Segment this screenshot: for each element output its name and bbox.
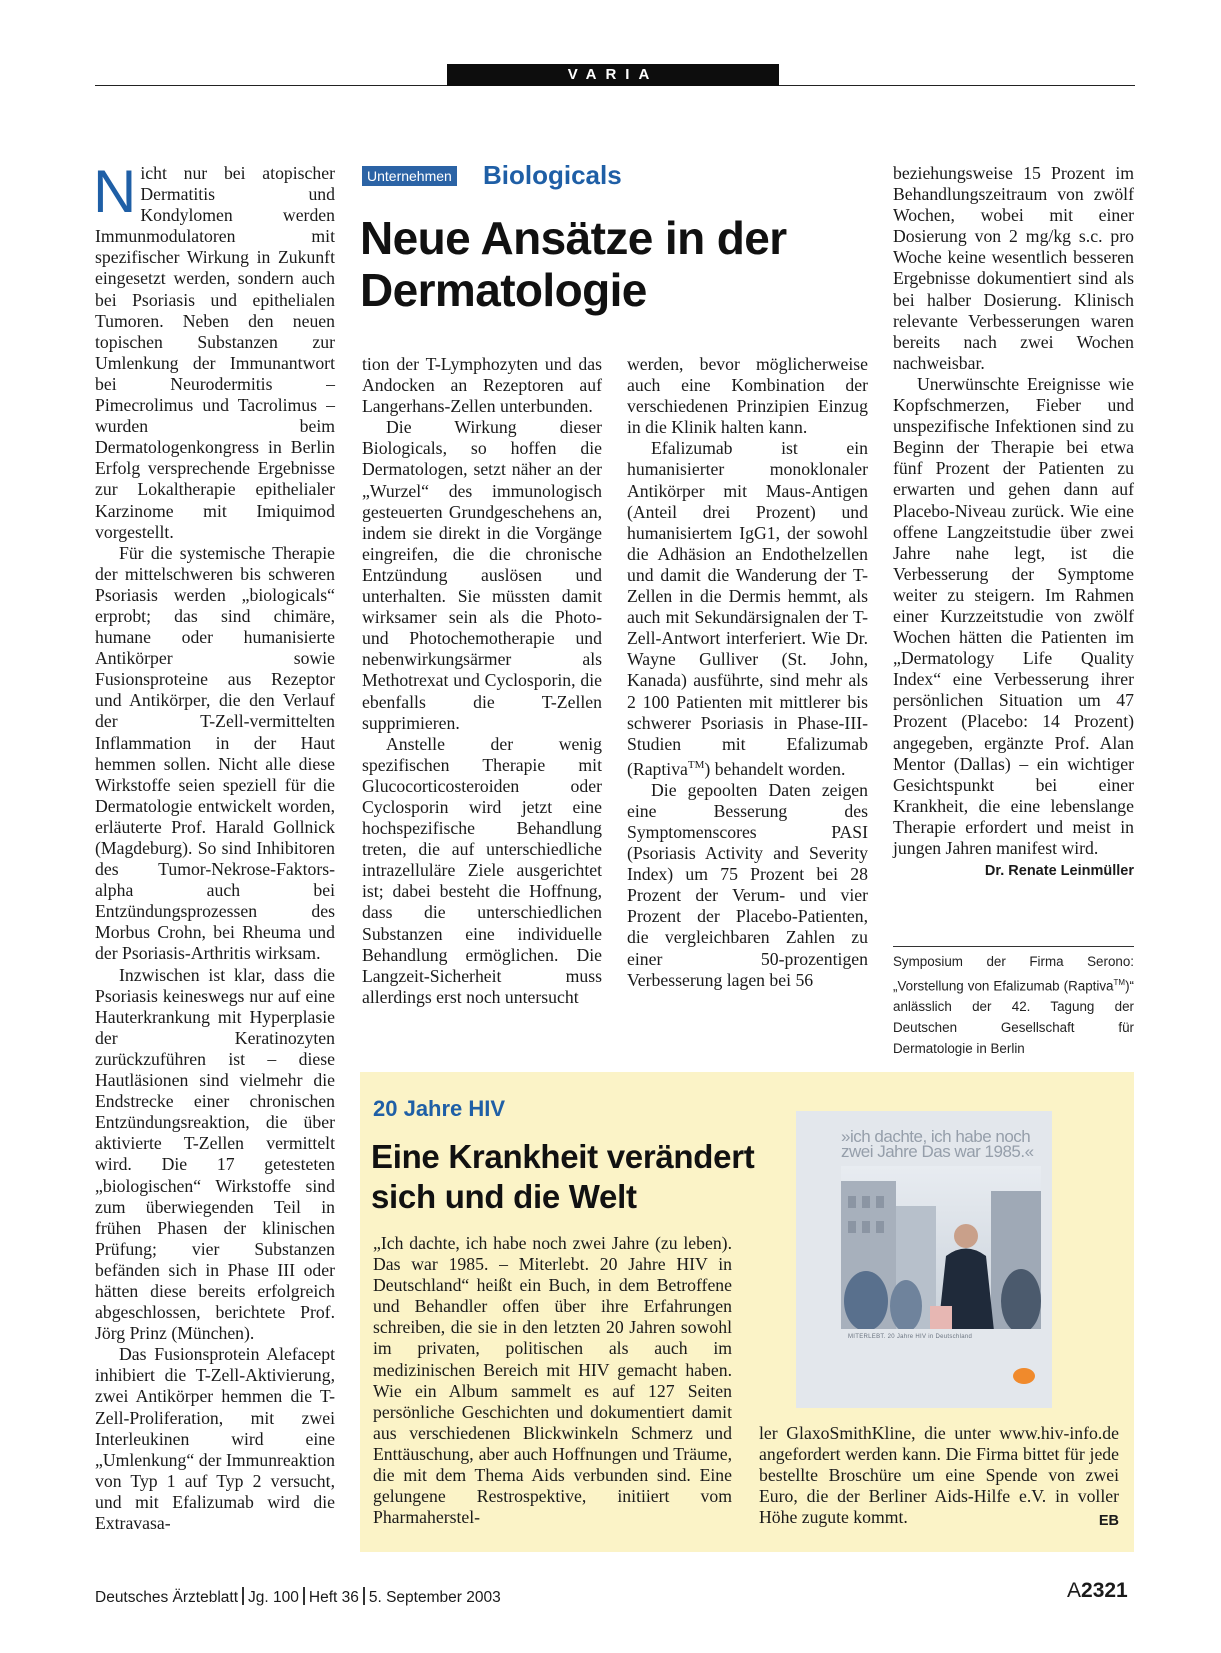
paragraph: „Ich dachte, ich habe noch zwei Jahre (zu leben). Das war 1985. – Miterlebt. 20 Jahre HIV in Deutschland“ heißt ein Buch, in dem Betroffene und Behandler offen über ihre Erfahrungen schreiben, die sie in den letzten 20 Jahren sowohl im privaten, politischen als auch im medizinischen Bereich mit HIV gemacht haben. Wie ein Album sammelt es auf 127 Seiten persönliche Geschichten und dokumentiert damit aus verschiedenen Blickwinkeln Schmerz und Enttäuschung, aber auch Hoffnungen und Träume, die mit dem Thema Aids verbunden sind. Eine gelungene Restrospektive, initiiert vom Pharmaherstel-: [373, 1233, 732, 1528]
paragraph: Das Fusionsprotein Alefacept inhibiert die T-Zell-Aktivierung, zwei Antikörper hemmen die T-Zell-Proliferation, mit zwei Interleukinen wird eine „Umlenkung“ der Immunreaktion von Typ 1 auf Typ 2 versucht, und mit Efalizumab wird die Extravasa-: [95, 1344, 335, 1533]
box-author: EB: [1098, 1513, 1119, 1530]
box-kicker: 20 Jahre HIV: [373, 1096, 506, 1121]
article-column-3: [627, 354, 868, 991]
paragraph-text: ) behandelt worden.: [704, 758, 846, 779]
paragraph: beziehungsweise 15 Prozent im Behandlungszeitraum von zwölf Wochen, wobei mit einer Dosierung von 2 mg/kg s.c. pro Woche keine wesentlich besseren Ergebnisse dokumentiert sind als bei halber Dosierung. Klinisch relevante Verbesserungen waren bereits nach zwei Wochen nachweisbar.: [893, 163, 1134, 373]
book-cover-subtitle: MITERLEBT. 20 Jahre HIV in Deutschland: [848, 1334, 973, 1340]
box-column-1: [373, 1233, 732, 1528]
footer-divider: [303, 1587, 305, 1605]
paragraph: Die Wirkung dieser Biologicals, so hoffen die Dermatologen, setzt näher an der „Wurzel“ des immunologisch gesteuerten Grundgeschehens an, indem sie direkt in die Vorgänge eingreifen, die die chronische Entzündung auslösen und unterhalten. Sie müssten damit wirksamer sein als die Photo- und Photochemotherapie und nebenwirkungsärmer als Methotrexat und Cyclosporin, die ebenfalls die T-Zellen supprimieren.: [362, 417, 602, 733]
paragraph-text: ler GlaxoSmithKline, die unter www.hiv-info.de angefordert werden kann. Die Firma bittet für jede bestellte Broschüre um eine Spende von zwei Euro, die der Berliner Aids-Hilfe e.V. in voller Höhe zugute kommt.: [759, 1423, 1119, 1528]
page-footer: [95, 1587, 501, 1607]
book-cover-title: »ich dachte, ich habe noch zwei Jahre Das war 1985.«: [841, 1127, 1034, 1161]
paragraph: Inzwischen ist klar, dass die Psoriasis keineswegs nur auf eine Hauterkrankung mit Hyperplasie der Keratinozyten zurückzuführen ist – diese Hautläsionen sind vielmehr die Endstrecke einer chronischen Entzündungsreaktion, die über aktivierte T-Zellen vermittelt wird. Die 17 getesteten „biologischen“ Wirkstoffe sind zum überwiegenden Teil in frühen Phasen der klinischen Prüfung; vier Substanzen befänden sich in Phase III oder hätten diese bereits erfolgreich abgeschlossen, berichtete Prof. Jörg Prinz (München).: [95, 964, 335, 1344]
paragraph: Die gepoolten Daten zeigen eine Besserung des Symptomenscores PASI (Psoriasis Activity and Severity Index) um 75 Prozent bei 28 Prozent der Verum- und vier Prozent der Placebo-Patienten, die vergleichbaren Zahlen zu einer 50-prozentigen Verbesserung lagen bei 56: [627, 779, 868, 990]
section-label: VARIA: [447, 64, 779, 86]
article-author: Dr. Renate Leinmüller: [984, 863, 1134, 880]
paragraph-text: icht nur bei atopischer Dermatitis und Kondylomen werden Immunmodulatoren mit spezifischer Wirkung in Zukunft eingesetzt werden, sondern auch bei Psoriasis und epithelialen Tumoren. Neben den neuen topischen Substanzen zur Umlenkung der Immunantwort bei Neurodermitis – Pimecrolimus und Tacrolimus – wurden beim Dermatologenkongress in Berlin Erfolg versprechende Ergebnisse zur Lokaltherapie epithelialer Karzinome mit Imiquimod vorgestellt.: [95, 163, 335, 542]
journal-issue: Heft 36: [308, 1589, 359, 1606]
paragraph-text: Efalizumab ist ein humanisierter monoklonaler Antikörper mit Maus-Antigen (Anteil drei Prozent) und humanisiertem IgG1, der sowohl die Adhäsion an Endothelzellen und damit die Wanderung der T-Zellen in die Dermis hemmt, als auch mit Sekundärsignalen der T-Zell-Antwort interferiert. Wie Dr. Wayne Gulliver (St. John, Kanada) ausführte, sind mehr als 2 100 Patienten mit mittlerer bis schwerer Psoriasis in Phase-III-Studien mit Efalizumab (Raptiva: [627, 438, 868, 779]
paragraph: [93, 158, 335, 543]
source-note-text: Symposium der Firma Serono: „Vorstellung von Efalizumab (Raptiva: [893, 954, 1134, 994]
footer-divider: [363, 1587, 365, 1605]
paragraph: werden, bevor möglicherweise auch eine Kombination der verschiedenen Prinzipien Einzug in die Klinik halten kann.: [627, 354, 868, 438]
article-headline: Neue Ansätze in der Dermatologie: [360, 212, 787, 316]
article-kicker: Biologicals: [483, 160, 622, 190]
paragraph: tion der T-Lymphozyten und das Andocken an Rezeptoren auf Langerhans-Zellen unterbunden.: [362, 354, 602, 417]
source-note: [893, 951, 1134, 1059]
source-divider: [893, 946, 1134, 947]
journal-name: Deutsches Ärzteblatt: [95, 1589, 239, 1606]
paragraph: [893, 373, 1134, 880]
drop-cap: N: [93, 158, 137, 225]
paragraph: Für die systemische Therapie der mittelschweren bis schweren Psoriasis werden „biologicals“ erprobt; das sind chimäre, humane oder humanisierte Antikörper sowie Fusionsproteine aus Rezeptor und Antikörper, die den Verlauf der T-Zell-vermittelten Inflammation in der Haut hemmen sollen. Nicht alle diese Wirkstoffe seien speziell für die Dermatologie entwickelt worden, erläuterte Prof. Harald Gollnick (Magdeburg). So sind Inhibitoren des Tumor-Nekrose-Faktors-alpha auch bei Entzündungsprozessen des Morbus Crohn, bei Rheuma und der Psoriasis-Arthritis wirksam.: [95, 542, 335, 964]
page-value: 2321: [1081, 1579, 1128, 1602]
trademark-superscript: TM: [687, 758, 705, 771]
book-cover-image: [796, 1111, 1052, 1408]
box-column-2: [759, 1423, 1119, 1532]
journal-volume: Jg. 100: [248, 1589, 299, 1606]
category-tag: Unternehmen: [362, 166, 457, 186]
article-column-2: [362, 354, 602, 1008]
article-column-4: [893, 163, 1134, 882]
page-prefix: A: [1067, 1579, 1082, 1602]
source-note-text: )“ anlässlich der 42. Tagung der Deutschen Gesellschaft für Dermatologie in Berlin: [893, 978, 1134, 1057]
paragraph: [759, 1423, 1119, 1528]
paragraph: Anstelle der wenig spezifischen Therapie mit Glucocorticosteroiden oder Cyclosporin wird jetzt eine hochspezifische Behandlung treten, die auf unterschiedliche intrazelluläre Ziele ausgerichtet ist; dabei besteht die Hoffnung, dass die unterschiedlichen Substanzen eine individuelle Behandlung ermöglichen. Die Langzeit-Sicherheit muss allerdings erst noch untersucht: [362, 733, 602, 1007]
article-column-1: [93, 158, 335, 1534]
paragraph-text: Unerwünschte Ereignisse wie Kopfschmerzen, Fieber und unspezifische Infektionen sind zu Beginn der Therapie bei etwa fünf Prozent der Patienten zu erwarten und gehen dann auf Placebo-Niveau zurück. Wie eine offene Langzeitstudie über zwei Jahre nahe legt, ist die Verbesserung der Symptome weiter zu steigern. Im Rahmen einer Kurzzeitstudie von zwölf Wochen hätten die Patienten im „Dermatology Life Quality Index“ eine Verbesserung ihrer persönlichen Situation um 47 Prozent (Placebo: 14 Prozent) angegeben, ergänzte Prof. Alan Mentor (Dallas) – ein wichtiger Gesichtspunkt bei einer Krankheit, die eine lebenslange Therapie erfordert und meist in jungen Jahren manifest wird.: [893, 373, 1134, 858]
footer-divider: [242, 1587, 244, 1605]
page-number: [1067, 1579, 1128, 1603]
box-headline: Eine Krankheit verändert sich und die Welt: [371, 1138, 755, 1215]
gsk-logo-icon: [1013, 1368, 1035, 1384]
paragraph: [627, 438, 868, 779]
issue-date: 5. September 2003: [368, 1589, 501, 1606]
trademark-superscript: TM: [1113, 978, 1126, 987]
